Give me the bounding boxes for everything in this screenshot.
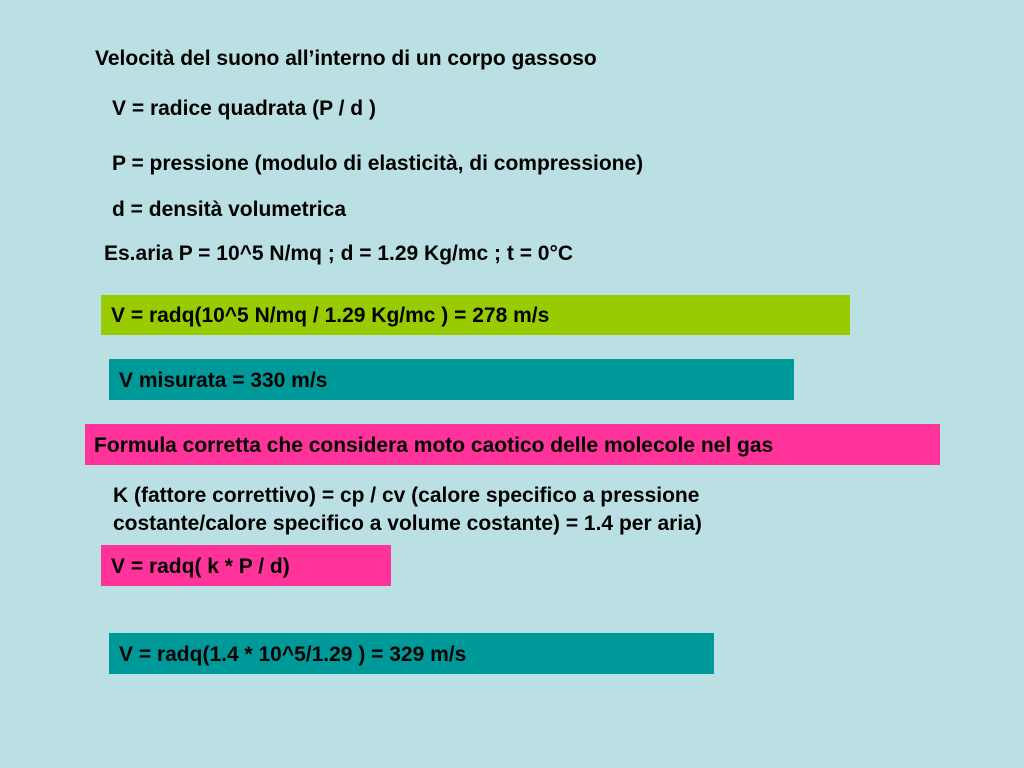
measured-speed-text: V misurata = 330 m/s (119, 369, 328, 392)
measured-speed-box (109, 359, 794, 400)
k-factor-line-2: costante/calore specifico a volume costante) = 1.4 per aria) (113, 512, 702, 535)
corrected-result-text: V = radq(1.4 * 10^5/1.29 ) = 329 m/s (119, 643, 467, 666)
correct-formula-note-text: Formula corretta che considera moto caotico delle molecole nel gas (94, 434, 774, 457)
k-factor-line-1: K (fattore correttivo) = cp / cv (calore specifico a pressione (113, 484, 700, 507)
corrected-formula-text: V = radq( k * P / d) (111, 555, 290, 578)
calculated-speed-box (101, 295, 850, 335)
air-example: Es.aria P = 10^5 N/mq ; d = 1.29 Kg/mc ; t = 0°C (104, 242, 574, 265)
calculated-speed-text: V = radq(10^5 N/mq / 1.29 Kg/mc ) = 278 m/s (111, 304, 550, 327)
slide-title: Velocità del suono all’interno di un corpo gassoso (95, 47, 597, 70)
sound-speed-formula: V = radice quadrata (P / d ) (112, 97, 376, 120)
correct-formula-note-box (85, 424, 940, 465)
density-definition: d = densità volumetrica (112, 198, 346, 221)
corrected-result-box (109, 633, 714, 674)
corrected-formula-box (101, 545, 391, 586)
k-factor-definition (113, 482, 702, 538)
pressure-definition: P = pressione (modulo di elasticità, di compressione) (112, 152, 644, 175)
